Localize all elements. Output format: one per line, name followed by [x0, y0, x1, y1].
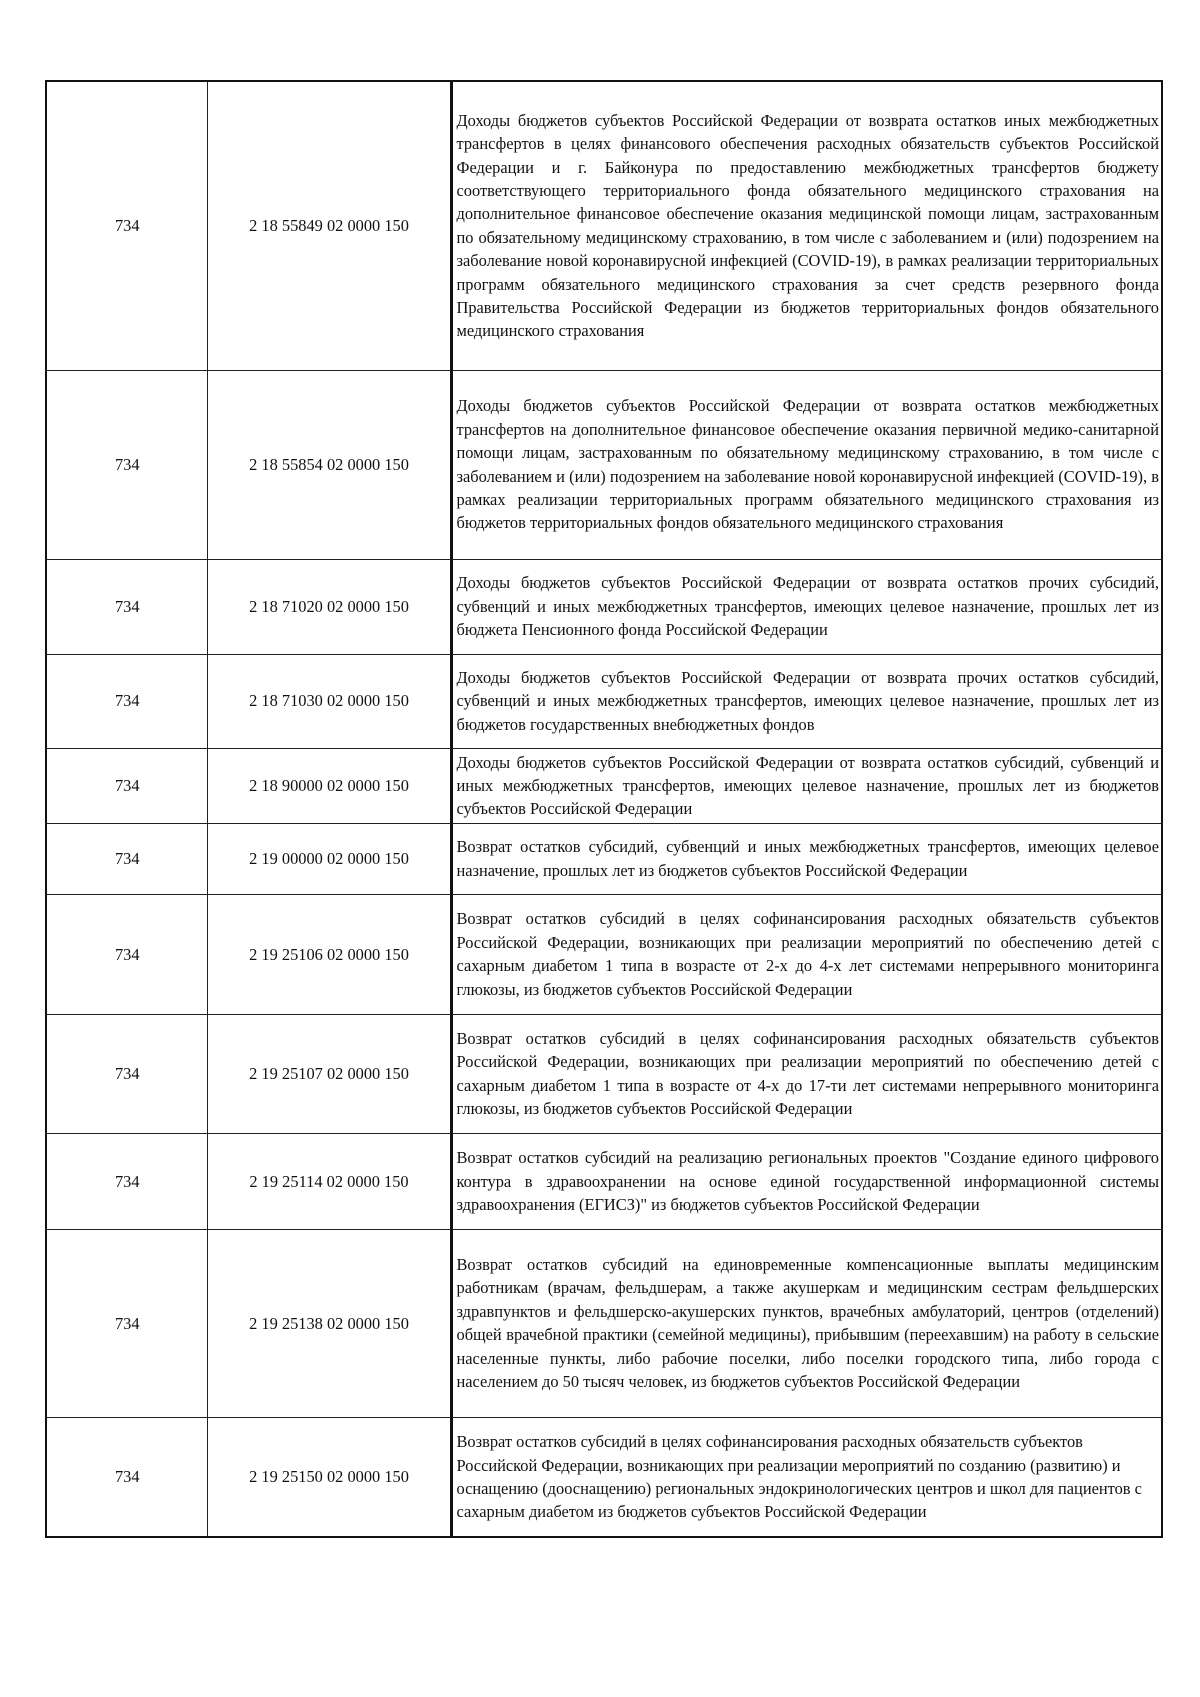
table-row [46, 370, 1162, 559]
admin-code-cell: 734 [46, 559, 207, 654]
kbk-code-cell: 2 18 71020 02 0000 150 [207, 559, 451, 654]
table-row [46, 1417, 1162, 1537]
kbk-code-cell: 2 19 25106 02 0000 150 [207, 894, 451, 1014]
table-row [46, 894, 1162, 1014]
description-cell: Возврат остатков субсидий в целях софинансирования расходных обязательств субъектов Российской Федерации, возникающих при реализации мероприятий по обеспечению детей с сахарным диабетом 1 типа в возрасте от 2-х до 4-х лет системами непрерывного мониторинга глюкозы, из бюджетов субъектов Российской Федерации [451, 894, 1162, 1014]
admin-code-cell: 734 [46, 894, 207, 1014]
description-cell: Возврат остатков субсидий в целях софинансирования расходных обязательств субъектов Российской Федерации, возникающих при реализации мероприятий по обеспечению детей с сахарным диабетом 1 типа в возрасте от 4-х до 17-ти лет системами непрерывного мониторинга глюкозы, из бюджетов субъектов Российской Федерации [451, 1014, 1162, 1133]
kbk-code-cell: 2 19 25114 02 0000 150 [207, 1133, 451, 1229]
description-cell: Возврат остатков субсидий, субвенций и иных межбюджетных трансфертов, имеющих целевое назначение, прошлых лет из бюджетов субъектов Российской Федерации [451, 823, 1162, 894]
kbk-code-cell: 2 18 55854 02 0000 150 [207, 370, 451, 559]
admin-code-cell: 734 [46, 654, 207, 748]
description-cell: Возврат остатков субсидий в целях софинансирования расходных обязательств субъектов Российской Федерации, возникающих при реализации мероприятий по созданию (развитию) и оснащению (дооснащению) региональных эндокринологических центров и школ для пациентов с сахарным диабетом из бюджетов субъектов Российской Федерации [451, 1417, 1162, 1537]
table-row [46, 1014, 1162, 1133]
description-cell: Доходы бюджетов субъектов Российской Федерации от возврата остатков прочих субсидий, субвенций и иных межбюджетных трансфертов, имеющих целевое назначение, прошлых лет из бюджета Пенсионного фонда Российской Федерации [451, 559, 1162, 654]
admin-code-cell: 734 [46, 1417, 207, 1537]
table-row [46, 1133, 1162, 1229]
kbk-code-cell: 2 19 25107 02 0000 150 [207, 1014, 451, 1133]
description-cell: Доходы бюджетов субъектов Российской Федерации от возврата остатков иных межбюджетных трансфертов в целях финансового обеспечения расходных обязательств субъектов Российской Федерации и г. Байконура по предоставлению межбюджетных трансфертов бюджету соответствующего территориального фонда обязательного медицинского страхования на дополнительное финансовое обеспечение оказания медицинской помощи лицам, застрахованным по обязательному медицинскому страхованию, в том числе с заболеванием и (или) подозрением на заболевание новой коронавирусной инфекцией (COVID-19), в рамках реализации территориальных программ обязательного медицинского страхования за счет средств резервного фонда Правительства Российской Федерации из бюджетов территориальных фондов обязательного медицинского страхования [451, 81, 1162, 370]
budget-codes-table [45, 80, 1163, 1538]
table-body [46, 81, 1162, 1537]
table-row [46, 81, 1162, 370]
table-row [46, 559, 1162, 654]
description-cell: Возврат остатков субсидий на единовременные компенсационные выплаты медицинским работникам (врачам, фельдшерам, а также акушеркам и медицинским сестрам фельдшерских здравпунктов и фельдшерско-акушерских пунктов, врачебных амбулаторий, центров (отделений) общей врачебной практики (семейной медицины), прибывшим (переехавшим) на работу в сельские населенные пункты, либо рабочие поселки, либо поселки городского типа, либо города с населением до 50 тысяч человек, из бюджетов субъектов Российской Федерации [451, 1229, 1162, 1417]
table-row [46, 1229, 1162, 1417]
admin-code-cell: 734 [46, 823, 207, 894]
admin-code-cell: 734 [46, 81, 207, 370]
admin-code-cell: 734 [46, 748, 207, 823]
kbk-code-cell: 2 19 25150 02 0000 150 [207, 1417, 451, 1537]
table-row [46, 748, 1162, 823]
table-row [46, 823, 1162, 894]
kbk-code-cell: 2 18 71030 02 0000 150 [207, 654, 451, 748]
admin-code-cell: 734 [46, 1229, 207, 1417]
table-row [46, 654, 1162, 748]
kbk-code-cell: 2 19 25138 02 0000 150 [207, 1229, 451, 1417]
admin-code-cell: 734 [46, 1014, 207, 1133]
document-page [45, 80, 1161, 1538]
kbk-code-cell: 2 18 55849 02 0000 150 [207, 81, 451, 370]
description-cell: Доходы бюджетов субъектов Российской Федерации от возврата остатков межбюджетных трансфертов на дополнительное финансовое обеспечение оказания первичной медико-санитарной помощи лицам, застрахованным по обязательному медицинскому страхованию, в том числе с заболеванием и (или) подозрением на заболевание новой коронавирусной инфекцией (COVID-19), в рамках реализации территориальных программ обязательного медицинского страхования из бюджетов территориальных фондов обязательного медицинского страхования [451, 370, 1162, 559]
description-cell: Доходы бюджетов субъектов Российской Федерации от возврата остатков субсидий, субвенций и иных межбюджетных трансфертов, имеющих целевое назначение, прошлых лет из бюджетов субъектов Российской Федерации [451, 748, 1162, 823]
kbk-code-cell: 2 18 90000 02 0000 150 [207, 748, 451, 823]
kbk-code-cell: 2 19 00000 02 0000 150 [207, 823, 451, 894]
admin-code-cell: 734 [46, 1133, 207, 1229]
description-cell: Возврат остатков субсидий на реализацию региональных проектов "Создание единого цифрового контура в здравоохранении на основе единой государственной информационной системы здравоохранения (ЕГИСЗ)" из бюджетов субъектов Российской Федерации [451, 1133, 1162, 1229]
admin-code-cell: 734 [46, 370, 207, 559]
description-cell: Доходы бюджетов субъектов Российской Федерации от возврата прочих остатков субсидий, субвенций и иных межбюджетных трансфертов, имеющих целевое назначение, прошлых лет из бюджетов государственных внебюджетных фондов [451, 654, 1162, 748]
